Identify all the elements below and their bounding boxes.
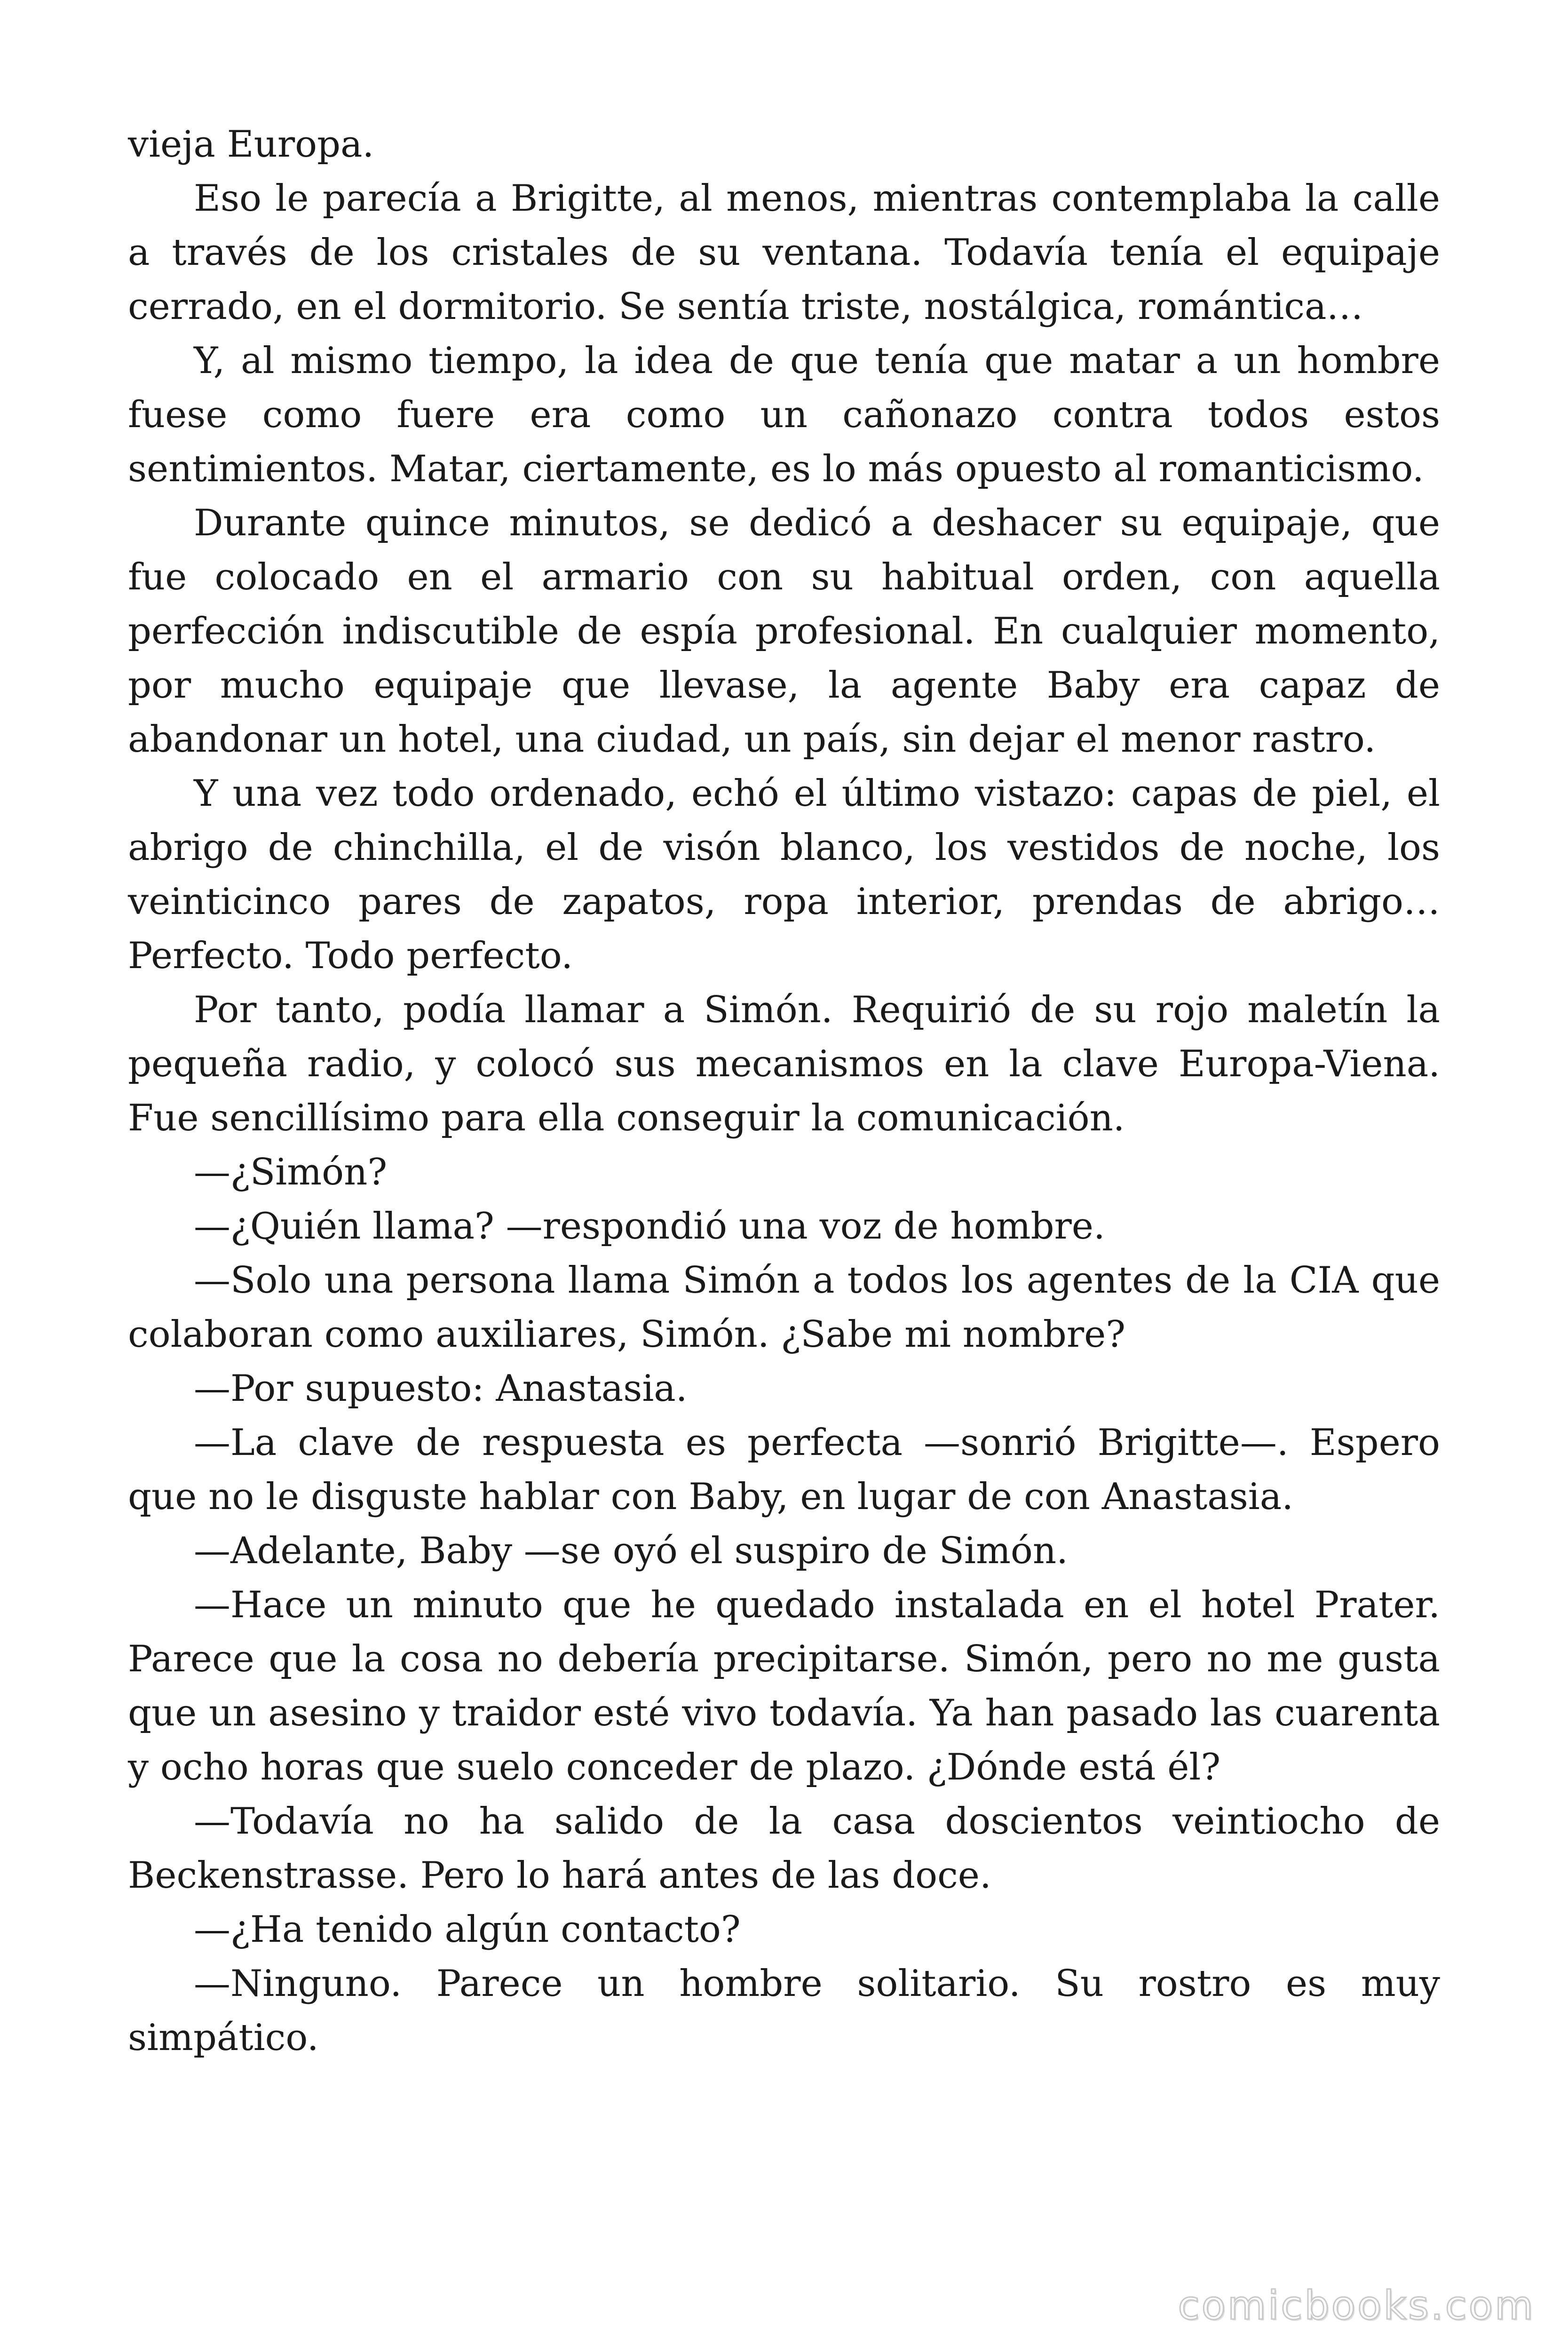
dialogue-line: —Adelante, Baby —se oyó el suspiro de Simón. — [194, 1530, 1068, 1572]
dialogue-line: —La clave de respuesta es perfecta —sonrió Brigitte—. Espero que no le disguste hablar con Baby, en lugar de con Anastasia. — [128, 1422, 1440, 1518]
dialogue-line: —Por supuesto: Anastasia. — [194, 1367, 688, 1410]
paragraph: Durante quince minutos, se dedicó a deshacer su equipaje, que fue colocado en el armario con su habitual orden, con aquella perfección indiscutible de espía profesional. En cualquier momento, por mucho equipaje que llevase, la agente Baby era capaz de abandonar un hotel, una ciudad, un país, sin dejar el menor rastro. — [128, 502, 1440, 761]
paragraph: vieja Europa. — [128, 123, 374, 166]
page-text — [128, 118, 1440, 2065]
dialogue-line: —Solo una persona llama Simón a todos los agentes de la CIA que colaboran como auxiliares, Simón. ¿Sabe mi nombre? — [128, 1259, 1440, 1356]
paragraph: Eso le parecía a Brigitte, al menos, mientras contemplaba la calle a través de los cristales de su ventana. Todavía tenía el equipaje cerrado, en el dormitorio. Se sentía triste, nostálgica, romántica… — [128, 177, 1440, 328]
dialogue-line: —¿Quién llama? —respondió una voz de hombre. — [194, 1205, 1105, 1248]
paragraph: Y, al mismo tiempo, la idea de que tenía que matar a un hombre fuese como fuere era como un cañonazo contra todos estos sentimientos. Matar, ciertamente, es lo más opuesto al romanticismo. — [128, 340, 1440, 490]
dialogue-line: —¿Ha tenido algún contacto? — [194, 1908, 741, 1951]
dialogue-line: —Todavía no ha salido de la casa doscientos veintiocho de Beckenstrasse. Pero lo hará antes de las doce. — [128, 1800, 1440, 1897]
dialogue-line: —Ninguno. Parece un hombre solitario. Su rostro es muy simpático. — [128, 1963, 1440, 2059]
paragraph: Y una vez todo ordenado, echó el último vistazo: capas de piel, el abrigo de chinchilla, el de visón blanco, los vestidos de noche, los veinticinco pares de zapatos, ropa interior, prendas de abrigo… Perfecto. Todo perfecto. — [128, 772, 1440, 977]
dialogue-line: —Hace un minuto que he quedado instalada en el hotel Prater. Parece que la cosa no debería precipitarse. Simón, pero no me gusta que un asesino y traidor esté vivo todavía. Ya han pasado las cuarenta y ocho horas que suelo conceder de plazo. ¿Dónde está él? — [128, 1584, 1440, 1788]
paragraph: Por tanto, podía llamar a Simón. Requirió de su rojo maletín la pequeña radio, y colocó sus mecanismos en la clave Europa-Viena. Fue sencillísimo para ella conseguir la comunicación. — [128, 989, 1440, 1139]
dialogue-line: —¿Simón? — [194, 1151, 388, 1193]
watermark: comicbooks.com — [1178, 2282, 1535, 2328]
